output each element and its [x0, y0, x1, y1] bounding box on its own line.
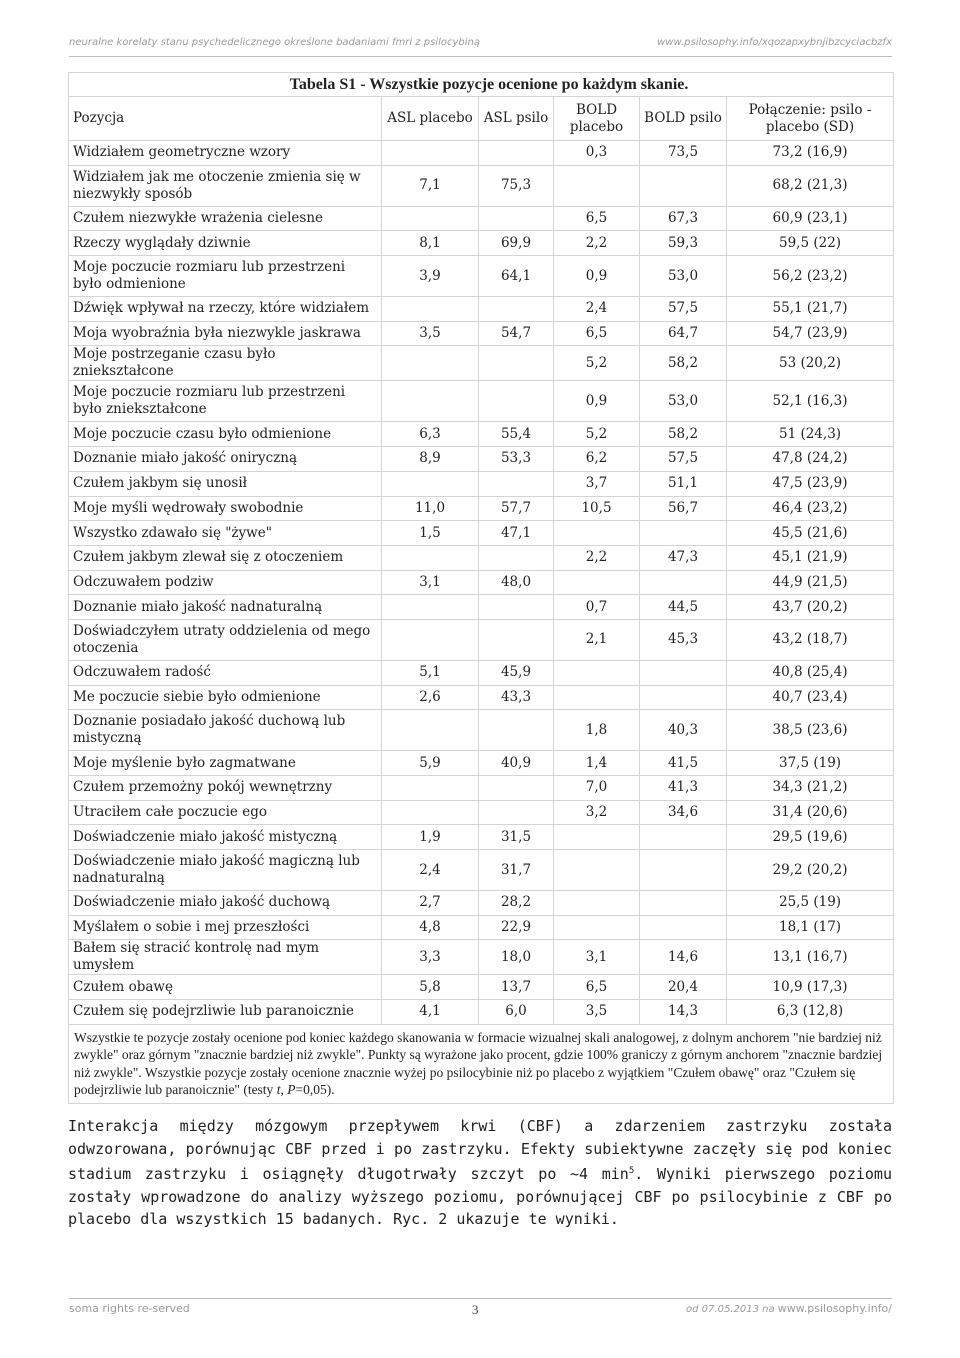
cell-asl-placebo: 3,9	[382, 256, 479, 297]
cell-bold-placebo	[554, 825, 640, 850]
cell-bold-psilo	[640, 660, 727, 685]
cell-asl-placebo: 4,1	[382, 1000, 479, 1025]
cell-asl-psilo: 31,5	[479, 825, 554, 850]
cell-combined: 53 (20,2)	[727, 346, 894, 381]
cell-asl-placebo: 4,8	[382, 915, 479, 940]
cell-combined: 54,7 (23,9)	[727, 321, 894, 346]
cell-bold-placebo: 0,7	[554, 595, 640, 620]
row-item: Czułem przemożny pokój wewnętrzny	[69, 776, 382, 801]
cell-asl-placebo	[382, 776, 479, 801]
cell-combined: 43,2 (18,7)	[727, 619, 894, 660]
row-item: Doświadczenie miało jakość magiczną lub nadnaturalną	[69, 850, 382, 891]
table-row	[69, 321, 894, 346]
table-row	[69, 915, 894, 940]
cell-bold-placebo: 0,9	[554, 256, 640, 297]
cell-asl-psilo: 57,7	[479, 496, 554, 521]
header-title: neuralne korelaty stanu psychedelicznego określone badaniami fmri z psilocybiną	[69, 37, 480, 48]
column-header-bold-placebo: BOLD placebo	[554, 97, 640, 141]
footer-license: soma rights re-served	[69, 1302, 190, 1315]
row-item: Czułem się podejrzliwie lub paranoicznie	[69, 1000, 382, 1025]
cell-bold-placebo: 5,2	[554, 346, 640, 381]
cell-bold-placebo: 2,4	[554, 297, 640, 322]
table-row	[69, 381, 894, 422]
cell-bold-psilo: 51,1	[640, 471, 727, 496]
cell-asl-psilo: 53,3	[479, 447, 554, 472]
cell-asl-psilo	[479, 346, 554, 381]
cell-asl-placebo	[382, 381, 479, 422]
row-item: Moja wyobraźnia była niezwykle jaskrawa	[69, 321, 382, 346]
row-item: Doznanie miało jakość nadnaturalną	[69, 595, 382, 620]
cell-combined: 46,4 (23,2)	[727, 496, 894, 521]
cell-bold-placebo: 2,1	[554, 619, 640, 660]
row-item: Moje poczucie czasu było odmienione	[69, 422, 382, 447]
cell-asl-placebo: 3,3	[382, 940, 479, 975]
row-item: Odczuwałem podziw	[69, 570, 382, 595]
row-item: Widziałem jak me otoczenie zmienia się w niezwykły sposób	[69, 165, 382, 206]
cell-bold-psilo: 40,3	[640, 710, 727, 751]
cell-bold-placebo: 3,5	[554, 1000, 640, 1025]
table-row	[69, 891, 894, 916]
cell-combined: 6,3 (12,8)	[727, 1000, 894, 1025]
cell-bold-psilo	[640, 685, 727, 710]
table-row	[69, 940, 894, 975]
cell-asl-placebo	[382, 471, 479, 496]
cell-bold-psilo: 53,0	[640, 381, 727, 422]
table-row	[69, 619, 894, 660]
cell-combined: 47,8 (24,2)	[727, 447, 894, 472]
cell-combined: 45,1 (21,9)	[727, 545, 894, 570]
table-row	[69, 710, 894, 751]
page-header	[69, 37, 892, 53]
cell-bold-psilo: 14,6	[640, 940, 727, 975]
table-row	[69, 422, 894, 447]
paragraph-text-b: . Wyniki pierwszego poziomu zostały wprowadzone do analizy wyższego poziomu, porównującej CBF po psilocybinie z CBF po placebo dla wszystkich 15 badanych. Ryc. 2 ukazuje te wyniki.	[68, 1165, 892, 1229]
header-rule	[69, 56, 892, 57]
cell-bold-psilo: 41,5	[640, 751, 727, 776]
table-row	[69, 545, 894, 570]
table-row	[69, 850, 894, 891]
cell-asl-psilo	[479, 800, 554, 825]
table-row	[69, 165, 894, 206]
table-row	[69, 825, 894, 850]
cell-asl-psilo	[479, 545, 554, 570]
table-row	[69, 231, 894, 256]
row-item: Bałem się stracić kontrolę nad mym umysłem	[69, 940, 382, 975]
cell-bold-psilo: 58,2	[640, 422, 727, 447]
cell-asl-psilo: 55,4	[479, 422, 554, 447]
row-item: Czułem obawę	[69, 975, 382, 1000]
cell-asl-placebo: 3,1	[382, 570, 479, 595]
row-item: Widziałem geometryczne wzory	[69, 141, 382, 166]
cell-combined: 43,7 (20,2)	[727, 595, 894, 620]
cell-asl-psilo	[479, 619, 554, 660]
cell-combined: 56,2 (23,2)	[727, 256, 894, 297]
row-item: Myślałem o sobie i mej przeszłości	[69, 915, 382, 940]
cell-bold-psilo: 57,5	[640, 297, 727, 322]
cell-bold-psilo: 57,5	[640, 447, 727, 472]
row-item: Dźwięk wpływał na rzeczy, które widziałem	[69, 297, 382, 322]
table-note-p: P	[287, 1082, 296, 1098]
cell-asl-psilo: 48,0	[479, 570, 554, 595]
table-row	[69, 685, 894, 710]
cell-bold-placebo	[554, 891, 640, 916]
cell-bold-psilo	[640, 521, 727, 546]
cell-bold-psilo: 47,3	[640, 545, 727, 570]
cell-combined: 47,5 (23,9)	[727, 471, 894, 496]
cell-asl-psilo	[479, 710, 554, 751]
table-row	[69, 447, 894, 472]
cell-bold-placebo	[554, 915, 640, 940]
cell-asl-psilo	[479, 471, 554, 496]
cell-combined: 37,5 (19)	[727, 751, 894, 776]
cell-asl-psilo	[479, 206, 554, 231]
cell-asl-psilo: 13,7	[479, 975, 554, 1000]
cell-bold-placebo	[554, 165, 640, 206]
cell-asl-placebo: 11,0	[382, 496, 479, 521]
cell-combined: 59,5 (22)	[727, 231, 894, 256]
footnote-ref: 5	[628, 1166, 635, 1177]
cell-combined: 60,9 (23,1)	[727, 206, 894, 231]
cell-bold-placebo: 3,2	[554, 800, 640, 825]
paragraph-text-a: Interakcja między mózgowym przepływem krwi (CBF) a zdarzeniem zastrzyku została odwzorowana, porównując CBF przed i po zastrzyku. Efekty subiektywne zaczęły się pod koniec stadium zastrzyku i osiągnęły długotrwały szczyt po ~4 min	[68, 1117, 892, 1184]
cell-asl-psilo: 47,1	[479, 521, 554, 546]
row-item: Doświadczyłem utraty oddzielenia od mego otoczenia	[69, 619, 382, 660]
row-item: Czułem jakbym zlewał się z otoczeniem	[69, 545, 382, 570]
cell-bold-psilo: 73,5	[640, 141, 727, 166]
cell-bold-psilo: 44,5	[640, 595, 727, 620]
table-note-sep: ,	[280, 1082, 288, 1098]
cell-asl-psilo: 45,9	[479, 660, 554, 685]
cell-asl-placebo	[382, 800, 479, 825]
table-row	[69, 776, 894, 801]
cell-asl-placebo: 5,9	[382, 751, 479, 776]
cell-asl-placebo: 1,5	[382, 521, 479, 546]
cell-asl-psilo	[479, 776, 554, 801]
cell-asl-psilo: 64,1	[479, 256, 554, 297]
column-header-bold-psilo: BOLD psilo	[640, 97, 727, 141]
cell-bold-psilo: 53,0	[640, 256, 727, 297]
cell-combined: 29,5 (19,6)	[727, 825, 894, 850]
cell-asl-psilo: 22,9	[479, 915, 554, 940]
cell-bold-psilo: 58,2	[640, 346, 727, 381]
table-row	[69, 346, 894, 381]
row-item: Moje poczucie rozmiaru lub przestrzeni było zniekształcone	[69, 381, 382, 422]
cell-bold-psilo: 14,3	[640, 1000, 727, 1025]
cell-asl-psilo: 69,9	[479, 231, 554, 256]
cell-asl-psilo: 54,7	[479, 321, 554, 346]
cell-bold-placebo: 1,4	[554, 751, 640, 776]
row-item: Odczuwałem radość	[69, 660, 382, 685]
cell-asl-placebo: 8,1	[382, 231, 479, 256]
cell-asl-placebo: 5,1	[382, 660, 479, 685]
row-item: Moje myślenie było zagmatwane	[69, 751, 382, 776]
cell-combined: 52,1 (16,3)	[727, 381, 894, 422]
row-item: Wszystko zdawało się "żywe"	[69, 521, 382, 546]
cell-asl-placebo: 1,9	[382, 825, 479, 850]
cell-asl-psilo	[479, 381, 554, 422]
cell-bold-psilo: 41,3	[640, 776, 727, 801]
page-number: 3	[472, 1302, 479, 1317]
cell-combined: 40,7 (23,4)	[727, 685, 894, 710]
cell-bold-psilo	[640, 165, 727, 206]
cell-asl-placebo: 2,7	[382, 891, 479, 916]
table-caption: Tabela S1 - Wszystkie pozycje ocenione po każdym skanie.	[69, 73, 894, 97]
cell-bold-placebo: 6,5	[554, 206, 640, 231]
cell-bold-psilo	[640, 915, 727, 940]
table-row	[69, 570, 894, 595]
cell-asl-placebo	[382, 141, 479, 166]
table-note-text: Wszystkie te pozycje zostały ocenione pod koniec każdego skanowania w formacie wizualnej skali analogowej, z dolnym anchorem "nie bardziej niż zwykle" oraz górnym "znacznie bardziej niż zwykle". Punkty są wyrażone jako procent, gdzie 100% graniczy z górnym anchorem "znacznie bardziej niż zwykle". Wszystkie pozycje zostały ocenione znacznie wyżej po psilocybinie niż po placebo z wyjątkiem "Czułem obawę" oraz "Czułem się podejrzliwie lub paranoicznie" (testy	[74, 1029, 883, 1098]
cell-combined: 40,8 (25,4)	[727, 660, 894, 685]
cell-bold-psilo	[640, 891, 727, 916]
cell-bold-placebo	[554, 850, 640, 891]
cell-bold-psilo	[640, 570, 727, 595]
cell-combined: 68,2 (21,3)	[727, 165, 894, 206]
cell-asl-placebo	[382, 206, 479, 231]
cell-combined: 13,1 (16,7)	[727, 940, 894, 975]
cell-bold-placebo: 6,2	[554, 447, 640, 472]
footer-rule	[69, 1298, 892, 1299]
cell-bold-placebo: 10,5	[554, 496, 640, 521]
cell-asl-psilo	[479, 595, 554, 620]
cell-asl-placebo	[382, 595, 479, 620]
row-item: Czułem jakbym się unosił	[69, 471, 382, 496]
cell-asl-placebo	[382, 545, 479, 570]
cell-asl-placebo: 8,9	[382, 447, 479, 472]
body-paragraph	[68, 1115, 892, 1231]
cell-bold-placebo: 0,3	[554, 141, 640, 166]
cell-asl-placebo	[382, 619, 479, 660]
cell-bold-placebo: 1,8	[554, 710, 640, 751]
cell-bold-placebo: 0,9	[554, 381, 640, 422]
cell-bold-psilo: 45,3	[640, 619, 727, 660]
cell-asl-placebo: 3,5	[382, 321, 479, 346]
cell-asl-placebo: 5,8	[382, 975, 479, 1000]
cell-asl-psilo	[479, 141, 554, 166]
cell-combined: 31,4 (20,6)	[727, 800, 894, 825]
cell-combined: 18,1 (17)	[727, 915, 894, 940]
cell-combined: 55,1 (21,7)	[727, 297, 894, 322]
cell-bold-placebo: 5,2	[554, 422, 640, 447]
cell-bold-psilo: 34,6	[640, 800, 727, 825]
cell-asl-psilo: 28,2	[479, 891, 554, 916]
cell-asl-psilo: 6,0	[479, 1000, 554, 1025]
row-item: Me poczucie siebie było odmienione	[69, 685, 382, 710]
cell-combined: 45,5 (21,6)	[727, 521, 894, 546]
cell-combined: 10,9 (17,3)	[727, 975, 894, 1000]
cell-bold-placebo: 6,5	[554, 321, 640, 346]
cell-asl-placebo: 2,4	[382, 850, 479, 891]
cell-bold-placebo	[554, 685, 640, 710]
table-row	[69, 660, 894, 685]
cell-asl-placebo: 2,6	[382, 685, 479, 710]
row-item: Moje poczucie rozmiaru lub przestrzeni było odmienione	[69, 256, 382, 297]
table-row	[69, 800, 894, 825]
cell-combined: 73,2 (16,9)	[727, 141, 894, 166]
table-note	[69, 1024, 894, 1103]
cell-combined: 44,9 (21,5)	[727, 570, 894, 595]
table-row	[69, 521, 894, 546]
footer-source	[686, 1302, 892, 1315]
cell-asl-placebo	[382, 297, 479, 322]
cell-bold-placebo: 2,2	[554, 231, 640, 256]
cell-bold-placebo: 6,5	[554, 975, 640, 1000]
page-footer	[69, 1302, 892, 1318]
column-header-combined: Połączenie: psilo - placebo (SD)	[727, 97, 894, 141]
table-body	[69, 141, 894, 1025]
cell-bold-psilo: 64,7	[640, 321, 727, 346]
cell-asl-placebo	[382, 346, 479, 381]
cell-asl-psilo: 43,3	[479, 685, 554, 710]
table-row	[69, 1000, 894, 1025]
row-item: Rzeczy wyglądały dziwnie	[69, 231, 382, 256]
table-row	[69, 471, 894, 496]
cell-asl-placebo: 6,3	[382, 422, 479, 447]
header-url[interactable]: www.psilosophy.info/xqozapxybnjibzcyciacbzfx	[657, 37, 892, 48]
table-row	[69, 297, 894, 322]
cell-bold-placebo: 3,1	[554, 940, 640, 975]
table-row	[69, 141, 894, 166]
cell-bold-psilo: 56,7	[640, 496, 727, 521]
cell-asl-psilo: 31,7	[479, 850, 554, 891]
cell-bold-psilo: 67,3	[640, 206, 727, 231]
cell-bold-psilo: 20,4	[640, 975, 727, 1000]
cell-bold-placebo	[554, 660, 640, 685]
cell-asl-psilo: 18,0	[479, 940, 554, 975]
column-header-asl-placebo: ASL placebo	[382, 97, 479, 141]
table-row	[69, 496, 894, 521]
footer-date: od 07.05.2013 na	[686, 1304, 778, 1315]
cell-bold-placebo	[554, 521, 640, 546]
table-note-end: =0,05).	[295, 1082, 335, 1098]
cell-asl-psilo	[479, 297, 554, 322]
row-item: Doznanie miało jakość oniryczną	[69, 447, 382, 472]
column-header-asl-psilo: ASL psilo	[479, 97, 554, 141]
results-table	[68, 72, 894, 1104]
cell-combined: 25,5 (19)	[727, 891, 894, 916]
table-row	[69, 206, 894, 231]
row-item: Moje myśli wędrowały swobodnie	[69, 496, 382, 521]
cell-bold-placebo	[554, 570, 640, 595]
row-item: Utraciłem całe poczucie ego	[69, 800, 382, 825]
cell-asl-placebo	[382, 710, 479, 751]
cell-bold-placebo: 2,2	[554, 545, 640, 570]
row-item: Doznanie posiadało jakość duchową lub mistyczną	[69, 710, 382, 751]
row-item: Moje postrzeganie czasu było zniekształcone	[69, 346, 382, 381]
table-row	[69, 975, 894, 1000]
row-item: Czułem niezwykłe wrażenia cielesne	[69, 206, 382, 231]
cell-combined: 34,3 (21,2)	[727, 776, 894, 801]
table-row	[69, 595, 894, 620]
table-note-t: t	[276, 1082, 281, 1098]
column-header-item: Pozycja	[69, 97, 382, 141]
row-item: Doświadczenie miało jakość mistyczną	[69, 825, 382, 850]
footer-url[interactable]: www.psilosophy.info/	[777, 1302, 892, 1315]
row-item: Doświadczenie miało jakość duchową	[69, 891, 382, 916]
cell-bold-psilo: 59,3	[640, 231, 727, 256]
cell-asl-psilo: 40,9	[479, 751, 554, 776]
cell-asl-placebo: 7,1	[382, 165, 479, 206]
cell-bold-psilo	[640, 825, 727, 850]
cell-combined: 38,5 (23,6)	[727, 710, 894, 751]
cell-bold-placebo: 7,0	[554, 776, 640, 801]
cell-combined: 51 (24,3)	[727, 422, 894, 447]
cell-bold-placebo: 3,7	[554, 471, 640, 496]
table-row	[69, 751, 894, 776]
cell-asl-psilo: 75,3	[479, 165, 554, 206]
cell-combined: 29,2 (20,2)	[727, 850, 894, 891]
table-row	[69, 256, 894, 297]
cell-bold-psilo	[640, 850, 727, 891]
